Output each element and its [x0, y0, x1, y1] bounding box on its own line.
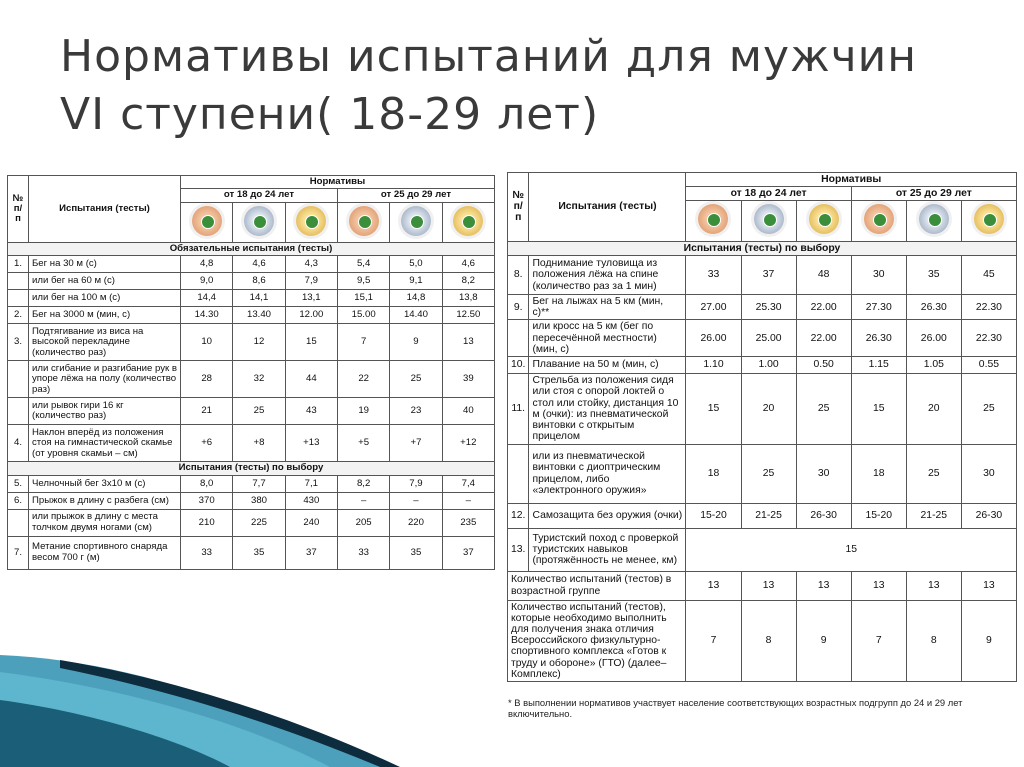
norm-value: 40 [442, 398, 494, 425]
norm-value: 22 [337, 361, 389, 398]
norm-value: 25 [796, 374, 851, 444]
table-row [508, 374, 1017, 444]
row-number: 12. [508, 503, 529, 528]
norm-value: 15 [851, 374, 906, 444]
norm-value: 370 [181, 492, 233, 509]
norm-value: 7,7 [233, 475, 285, 492]
test-name: или кросс на 5 км (бег по пересечённой местности) (мин, с) [529, 320, 686, 357]
norm-value: 12 [233, 324, 285, 361]
norm-value: 12.00 [285, 307, 337, 324]
norm-value: 28 [181, 361, 233, 398]
right-standards-table [507, 172, 1017, 682]
norm-value: 21 [181, 398, 233, 425]
test-name: Метание спортивного снаряда весом 700 г (м) [29, 536, 181, 569]
test-name: или сгибание и разгибание рук в упоре лёжа на полу (количество раз) [29, 361, 181, 398]
row-number [508, 444, 529, 503]
table-row [508, 320, 1017, 357]
header-age-18-24: от 18 до 24 лет [181, 189, 338, 202]
row-number [8, 398, 29, 425]
test-name: Бег на 30 м (с) [29, 256, 181, 273]
norm-value: 22.30 [961, 320, 1016, 357]
norm-value: 15-20 [851, 503, 906, 528]
row-number: 5. [8, 475, 29, 492]
header-number: № п/п [8, 176, 29, 243]
norm-value: 27.30 [851, 294, 906, 319]
norm-value: 26.00 [686, 320, 741, 357]
row-number [8, 509, 29, 536]
silver-badge-icon [401, 206, 431, 236]
test-name: Стрельба из положения сидя или стоя с опорой локтей о стол или стойку, дистанция 10 м (очки): из пневматической винтовки с открытым прицелом [529, 374, 686, 444]
norm-value: 9,0 [181, 273, 233, 290]
header-age-18-24: от 18 до 24 лет [686, 187, 851, 201]
norm-value: 5,0 [390, 256, 442, 273]
norm-value: 1.05 [906, 357, 961, 374]
norm-value: 7,9 [285, 273, 337, 290]
bronze-badge-icon [349, 206, 379, 236]
table-row [8, 256, 495, 273]
norm-value: 220 [390, 509, 442, 536]
norm-value: +5 [337, 425, 389, 462]
norm-value: 18 [686, 444, 741, 503]
header-number: № п/п [508, 173, 529, 242]
norm-value: 37 [741, 255, 796, 294]
row-number [8, 361, 29, 398]
norm-value: 7 [851, 600, 906, 682]
norm-value: 20 [741, 374, 796, 444]
table-row [8, 509, 495, 536]
norm-value: 20 [906, 374, 961, 444]
gold-badge-icon [296, 206, 326, 236]
norm-value: 22.00 [796, 320, 851, 357]
norm-value: 21-25 [741, 503, 796, 528]
norm-value: 9 [961, 600, 1016, 682]
row-number: 9. [508, 294, 529, 319]
header-test: Испытания (тесты) [29, 176, 181, 243]
norm-value: 30 [796, 444, 851, 503]
test-name: или рывок гири 16 кг (количество раз) [29, 398, 181, 425]
row-number: 2. [8, 307, 29, 324]
norm-value: 7,9 [390, 475, 442, 492]
section-choice: Испытания (тесты) по выбору [8, 462, 495, 475]
norm-value: 14.40 [390, 307, 442, 324]
test-name: Подтягивание из виса на высокой перекладине (количество раз) [29, 324, 181, 361]
norm-value: 8 [906, 600, 961, 682]
table-row [508, 444, 1017, 503]
norm-value: 240 [285, 509, 337, 536]
row-number: 3. [8, 324, 29, 361]
norm-value: 26-30 [961, 503, 1016, 528]
row-number: 1. [8, 256, 29, 273]
row-number: 6. [8, 492, 29, 509]
test-name: Бег на лыжах на 5 км (мин, с)** [529, 294, 686, 319]
norm-value: 35 [390, 536, 442, 569]
table-row [8, 324, 495, 361]
norm-value: 23 [390, 398, 442, 425]
norm-value: 44 [285, 361, 337, 398]
test-name: Бег на 3000 м (мин, с) [29, 307, 181, 324]
gold-badge-icon [974, 204, 1004, 234]
norm-value: 7,4 [442, 475, 494, 492]
count-label: Количество испытаний (тестов) в возрастной группе [508, 571, 686, 600]
norm-value: 13,8 [442, 290, 494, 307]
norm-value: 15,1 [337, 290, 389, 307]
norm-value: 4,3 [285, 256, 337, 273]
norm-value: 0.55 [961, 357, 1016, 374]
footnote: * В выполнении нормативов участвует население соответствующих возрастных подгрупп до 24 и 29 лет включительно. [508, 697, 963, 719]
norm-value: 12.50 [442, 307, 494, 324]
norm-value: 45 [961, 255, 1016, 294]
row-number: 11. [508, 374, 529, 444]
left-standards-table [7, 175, 495, 570]
table-row [8, 361, 495, 398]
row-number: 8. [508, 255, 529, 294]
norm-value: 8,0 [181, 475, 233, 492]
norm-value: 14,1 [233, 290, 285, 307]
norm-value: 225 [233, 509, 285, 536]
row-number [8, 290, 29, 307]
norm-value: 15 [686, 374, 741, 444]
table-row [508, 357, 1017, 374]
norm-value: 30 [961, 444, 1016, 503]
norm-value: 18 [851, 444, 906, 503]
norm-value: 14.30 [181, 307, 233, 324]
norm-value: – [337, 492, 389, 509]
norm-value: 15-20 [686, 503, 741, 528]
norm-value: 26.30 [851, 320, 906, 357]
norm-value: 9 [796, 600, 851, 682]
norm-value: 13 [796, 571, 851, 600]
norm-value: 0.50 [796, 357, 851, 374]
gold-badge-icon [809, 204, 839, 234]
norm-value: 5,4 [337, 256, 389, 273]
test-name: Прыжок в длину с разбега (см) [29, 492, 181, 509]
test-name: Наклон вперёд из положения стоя на гимнастической скамье (от уровня скамьи – см) [29, 425, 181, 462]
norm-value: 9 [390, 324, 442, 361]
norm-value: – [390, 492, 442, 509]
norm-value: 25.00 [741, 320, 796, 357]
norm-value: +12 [442, 425, 494, 462]
table-row [508, 503, 1017, 528]
norm-value: 9,5 [337, 273, 389, 290]
norm-value: 26-30 [796, 503, 851, 528]
norm-value: 39 [442, 361, 494, 398]
norm-value: 35 [906, 255, 961, 294]
bronze-badge-icon [864, 204, 894, 234]
norm-value: 1.15 [851, 357, 906, 374]
norm-value: 8,6 [233, 273, 285, 290]
table-row [8, 273, 495, 290]
row-number: 10. [508, 357, 529, 374]
norm-value: 26.30 [906, 294, 961, 319]
norm-value: +6 [181, 425, 233, 462]
row-number: 4. [8, 425, 29, 462]
silver-badge-icon [754, 204, 784, 234]
header-age-25-29: от 25 до 29 лет [337, 189, 494, 202]
row-number [508, 320, 529, 357]
norm-value: 25 [741, 444, 796, 503]
norm-value: 13 [961, 571, 1016, 600]
norm-value: 32 [233, 361, 285, 398]
hike-value: 15 [686, 528, 1017, 571]
header-test: Испытания (тесты) [529, 173, 686, 242]
norm-value: 9,1 [390, 273, 442, 290]
norm-value: 13,1 [285, 290, 337, 307]
norm-value: 1.10 [686, 357, 741, 374]
test-name: или из пневматической винтовки с диоптрическим прицелом, либо «электронного оружия» [529, 444, 686, 503]
silver-badge-icon [919, 204, 949, 234]
norm-value: 21-25 [906, 503, 961, 528]
norm-value: 7 [337, 324, 389, 361]
norm-value: 13.40 [233, 307, 285, 324]
norm-value: 13 [741, 571, 796, 600]
norm-value: 8,2 [337, 475, 389, 492]
silver-badge-icon [244, 206, 274, 236]
gold-badge-icon [453, 206, 483, 236]
norm-value: 1.00 [741, 357, 796, 374]
row-number: 7. [8, 536, 29, 569]
table-row [508, 255, 1017, 294]
norm-value: 13 [906, 571, 961, 600]
header-norms: Нормативы [686, 173, 1017, 187]
norm-value: 27.00 [686, 294, 741, 319]
section-required: Обязательные испытания (тесты) [8, 243, 495, 256]
table-row [8, 536, 495, 569]
norm-value: 14,8 [390, 290, 442, 307]
bronze-badge-icon [698, 204, 728, 234]
norm-value: 8 [741, 600, 796, 682]
norm-value: 430 [285, 492, 337, 509]
norm-value: 43 [285, 398, 337, 425]
norm-value: 13 [686, 571, 741, 600]
norm-value: 4,8 [181, 256, 233, 273]
test-name: Плавание на 50 м (мин, с) [529, 357, 686, 374]
norm-value: 210 [181, 509, 233, 536]
bronze-badge-icon [192, 206, 222, 236]
norm-value: 30 [851, 255, 906, 294]
table-row [8, 425, 495, 462]
norm-value: 205 [337, 509, 389, 536]
norm-value: 4,6 [233, 256, 285, 273]
test-name: Самозащита без оружия (очки) [529, 503, 686, 528]
norm-value: 22.30 [961, 294, 1016, 319]
norm-value: 35 [233, 536, 285, 569]
norm-value: 33 [181, 536, 233, 569]
test-name: или прыжок в длину с места толчком двумя ногами (см) [29, 509, 181, 536]
norm-value: +8 [233, 425, 285, 462]
norm-value: 8,2 [442, 273, 494, 290]
norm-value: 13 [851, 571, 906, 600]
norm-value: – [442, 492, 494, 509]
norm-value: 33 [337, 536, 389, 569]
row-number [8, 273, 29, 290]
norm-value: +13 [285, 425, 337, 462]
norm-value: 15.00 [337, 307, 389, 324]
table-row [8, 492, 495, 509]
norm-value: 25.30 [741, 294, 796, 319]
needed-label: Количество испытаний (тестов), которые необходимо выполнить для получения знака отличия Всероссийского физкультурно-спортивного комплекса «Готов к труду и обороне» (ГТО) (далее–Комплекс) [508, 600, 686, 682]
norm-value: 25 [233, 398, 285, 425]
row-number: 13. [508, 528, 529, 571]
norm-value: +7 [390, 425, 442, 462]
norm-value: 37 [285, 536, 337, 569]
norm-value: 10 [181, 324, 233, 361]
table-row [8, 398, 495, 425]
norm-value: 380 [233, 492, 285, 509]
table-row [508, 294, 1017, 319]
page-title: Нормативы испытаний для мужчин VI ступени( 18-29 лет) [60, 31, 918, 140]
test-name: или бег на 100 м (с) [29, 290, 181, 307]
test-name: Туристский поход с проверкой туристских навыков (протяжённость не менее, км) [529, 528, 686, 571]
section-choice: Испытания (тесты) по выбору [508, 241, 1017, 255]
test-name: или бег на 60 м (с) [29, 273, 181, 290]
norm-value: 7,1 [285, 475, 337, 492]
norm-value: 25 [390, 361, 442, 398]
norm-value: 22.00 [796, 294, 851, 319]
norm-value: 37 [442, 536, 494, 569]
test-name: Поднимание туловища из положения лёжа на спине (количество раз за 1 мин) [529, 255, 686, 294]
norm-value: 14,4 [181, 290, 233, 307]
norm-value: 26.00 [906, 320, 961, 357]
header-age-25-29: от 25 до 29 лет [851, 187, 1016, 201]
norm-value: 48 [796, 255, 851, 294]
norm-value: 235 [442, 509, 494, 536]
test-name: Челночный бег 3x10 м (с) [29, 475, 181, 492]
norm-value: 7 [686, 600, 741, 682]
norm-value: 25 [906, 444, 961, 503]
table-row [8, 475, 495, 492]
header-norms: Нормативы [181, 176, 495, 189]
norm-value: 15 [285, 324, 337, 361]
norm-value: 33 [686, 255, 741, 294]
norm-value: 4,6 [442, 256, 494, 273]
norm-value: 19 [337, 398, 389, 425]
norm-value: 25 [961, 374, 1016, 444]
table-row [8, 307, 495, 324]
norm-value: 13 [442, 324, 494, 361]
table-row [8, 290, 495, 307]
